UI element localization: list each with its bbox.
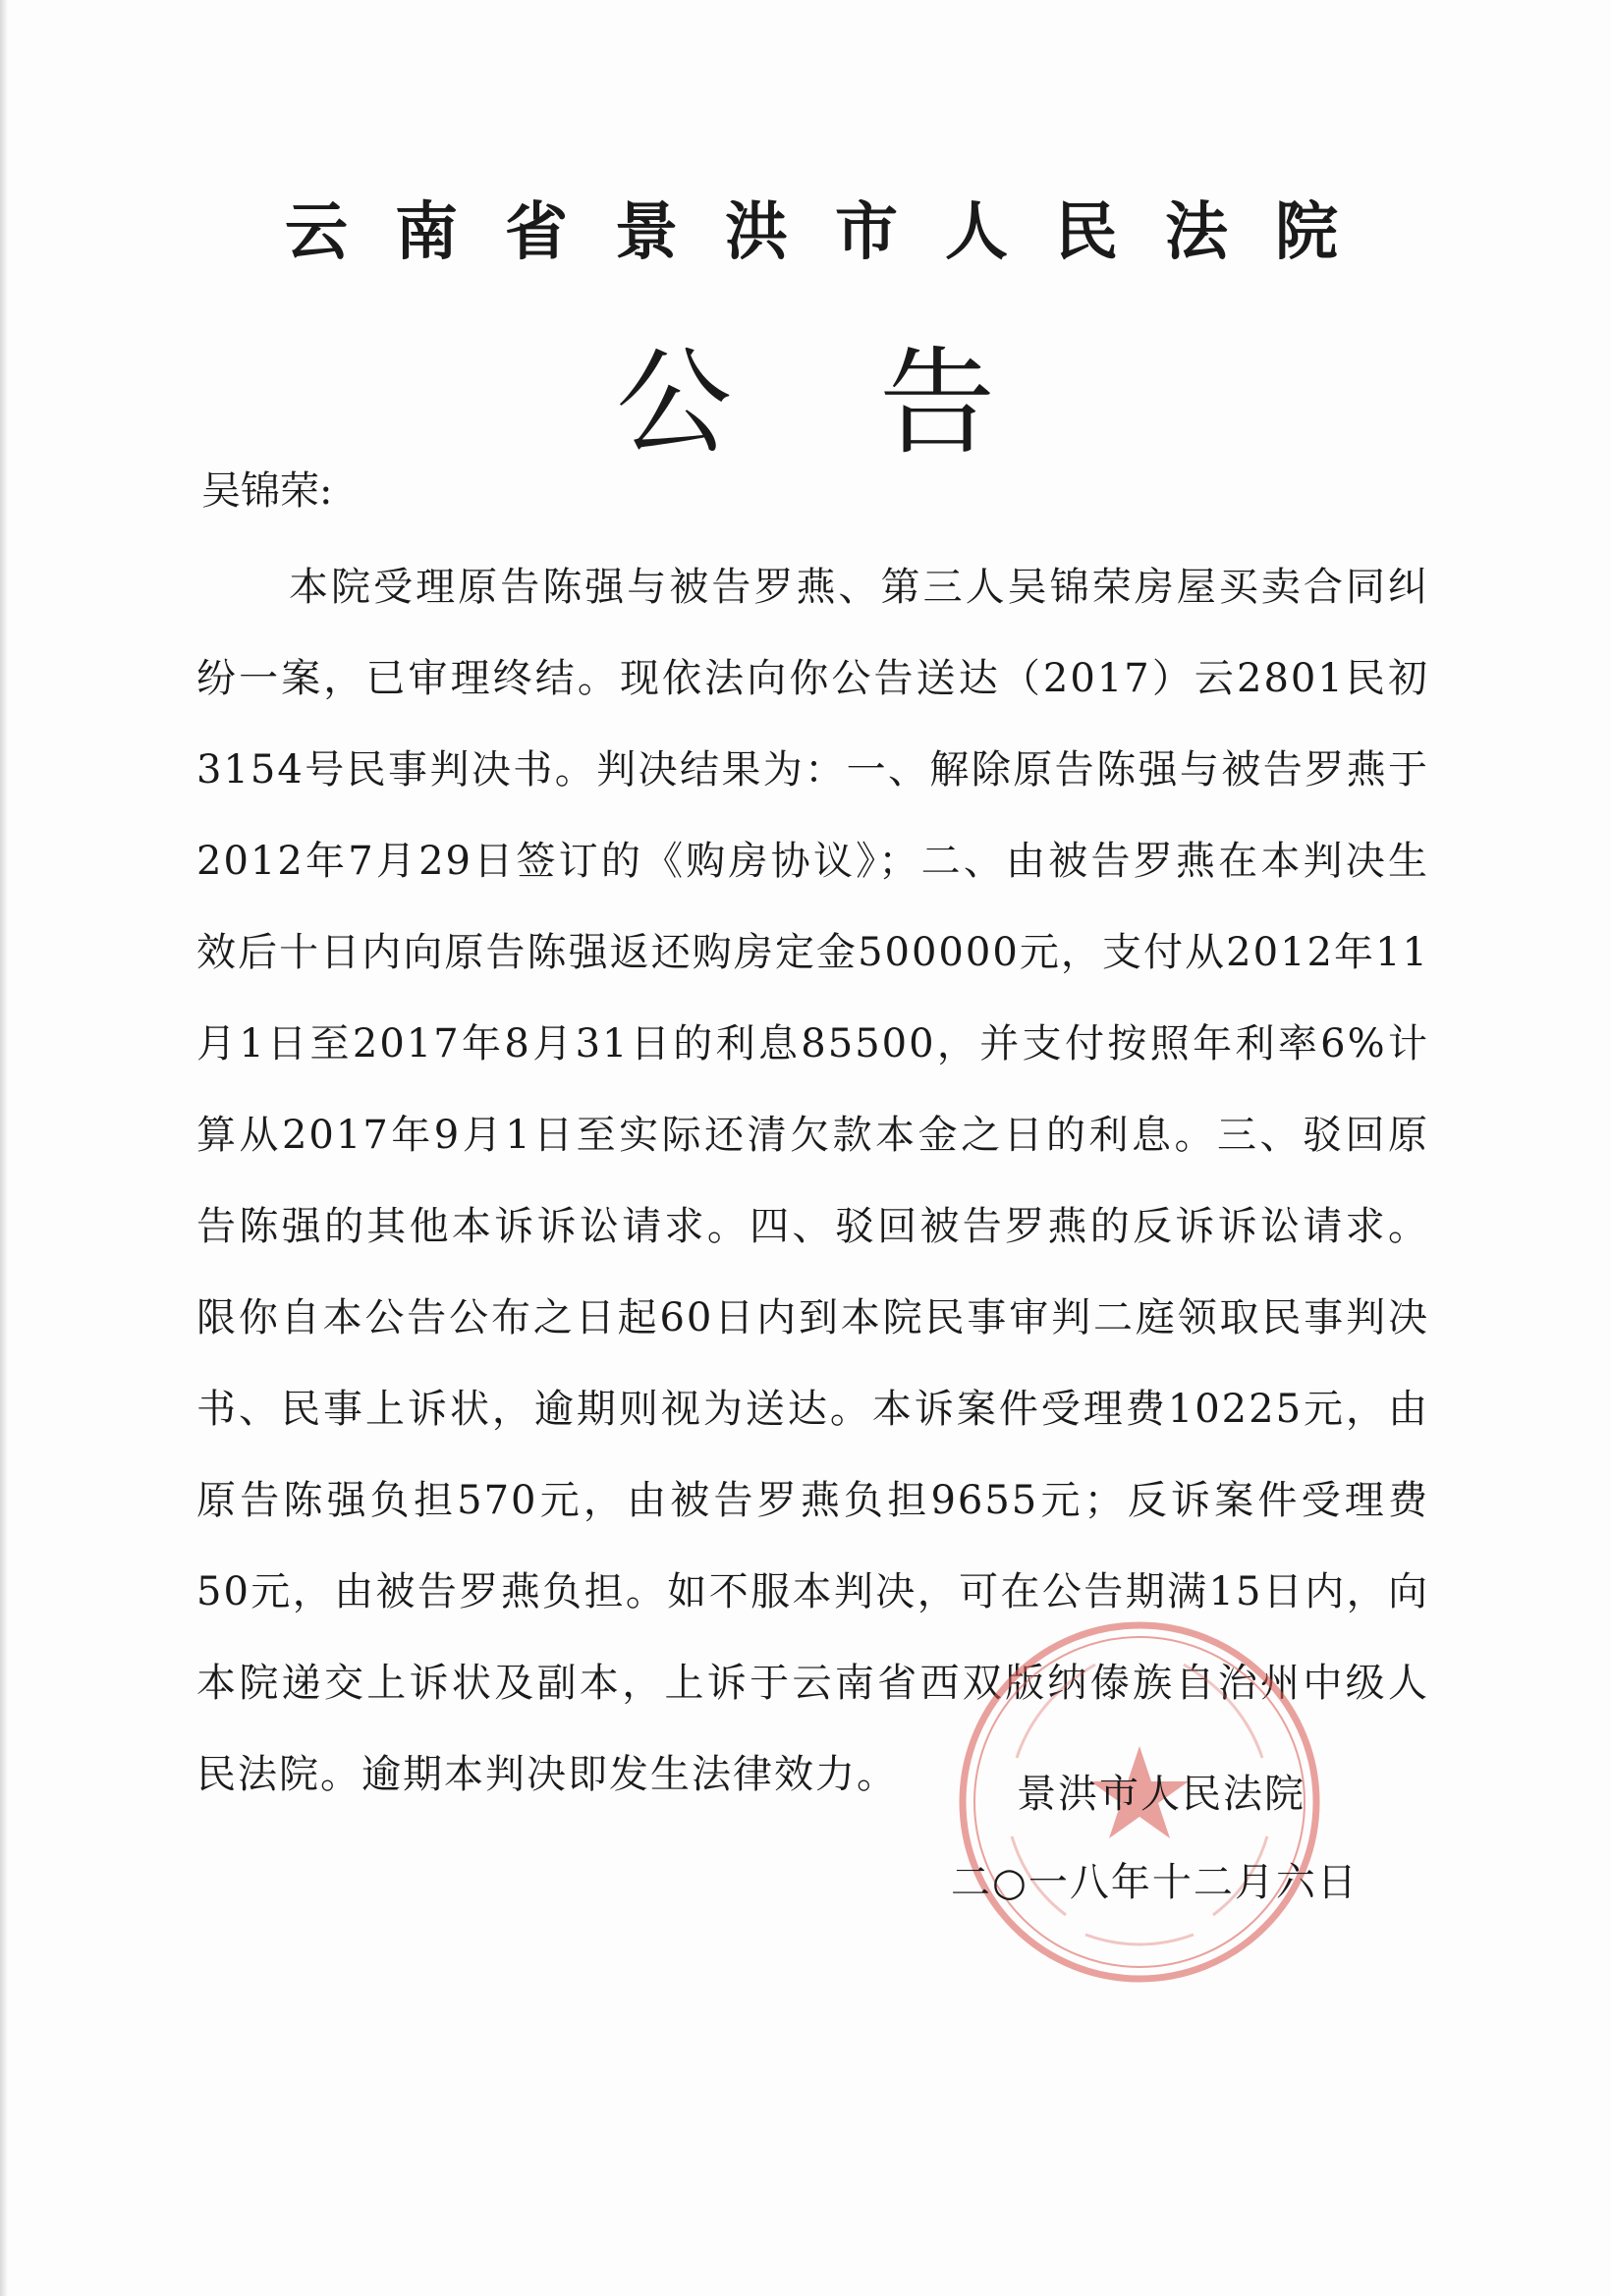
addressee: 吴锦荣:	[201, 468, 333, 514]
notice-body: 本院受理原告陈强与被告罗燕、第三人吴锦荣房屋买卖合同纠纷一案，已审理终结。现依法向你公告送达（2017）云2801民初3154号民事判决书。判决结果为：一、解除原告陈强与被告罗燕于2012年7月29日签订的《购房协议》；二、由被告罗燕在本判决生效后十日内向原告陈强返还购房定金500000元，支付从2012年11月1日至2017年8月31日的利息85500，并支付按照年利率6%计算从2017年9月1日至实际还清欠款本金之日的利息。三、驳回原告陈强的其他本诉诉讼请求。四、驳回被告罗燕的反诉诉讼请求。限你自本公告公布之日起60日内到本院民事审判二庭领取民事判决书、民事上诉状，逾期则视为送达。本诉案件受理费10225元，由原告陈强负担570元，由被告罗燕负担9655元；反诉案件受理费50元，由被告罗燕负担。如不服本判决，可在公告期满15日内，向本院递交上诉状及副本，上诉于云南省西双版纳傣族自治州中级人民法院。逾期本判决即发生法律效力。	[196, 565, 1429, 1797]
court-name-heading: 云南省景洪市人民法院	[285, 196, 1385, 269]
signature-court-name: 景洪市人民法院	[1017, 1772, 1305, 1817]
notice-date: 二○一八年十二月六日	[951, 1860, 1359, 1905]
notice-title: 公告	[615, 335, 1142, 470]
